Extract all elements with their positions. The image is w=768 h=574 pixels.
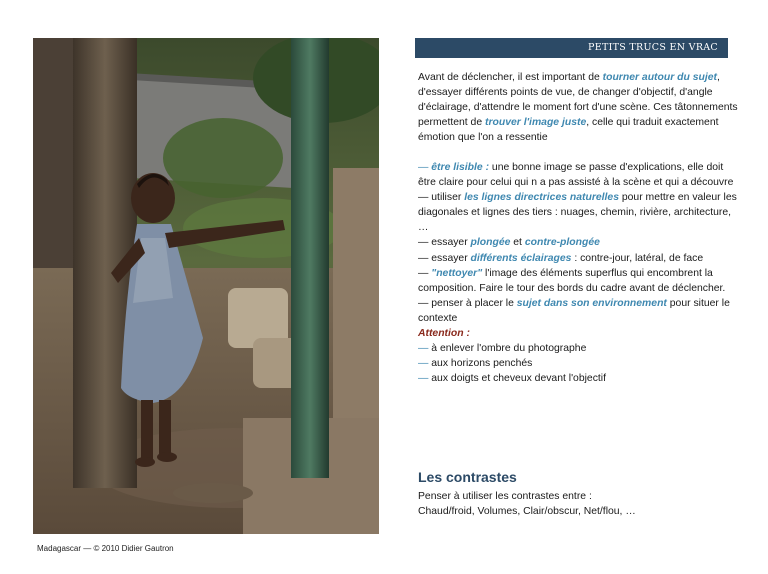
tip-highlight: contre-plongée bbox=[524, 237, 600, 249]
tip-text: : contre-jour, latéral, de face bbox=[571, 252, 704, 264]
tip-highlight: les lignes directrices naturelles bbox=[464, 192, 619, 204]
intro-text-3: , celle qui traduit exactement émotion que l'on a ressentie bbox=[418, 117, 719, 144]
tip-text: pour situer le contexte bbox=[418, 297, 730, 324]
tip-text: — essayer bbox=[418, 252, 471, 264]
attention-item bbox=[418, 341, 738, 356]
tip-text: l'image des éléments superflus qui encombrent la composition. Faire le tour des bords du cadre avant de déclencher. bbox=[418, 267, 726, 294]
attention-text: aux horizons penchés bbox=[431, 357, 533, 369]
contrasts-line-2: Chaud/froid, Volumes, Clair/obscur, Net/flou, … bbox=[418, 506, 636, 517]
contrasts-line-1: Penser à utiliser les contrastes entre : bbox=[418, 491, 592, 502]
tip-dash: — bbox=[418, 162, 432, 174]
tip-lighting bbox=[418, 251, 738, 266]
section-banner: PETITS TRUCS EN VRAC bbox=[415, 38, 728, 58]
attention-item bbox=[418, 356, 738, 371]
attention-dash: — bbox=[418, 342, 432, 354]
attention-item bbox=[418, 371, 738, 386]
tip-angles bbox=[418, 235, 738, 250]
tip-highlight: "nettoyer" bbox=[431, 267, 483, 279]
tip-text: et bbox=[510, 237, 525, 249]
attention-text: aux doigts et cheveux devant l'objectif bbox=[431, 372, 606, 384]
tip-text: — essayer bbox=[418, 237, 471, 249]
tip-text: — bbox=[418, 267, 432, 279]
intro-paragraph bbox=[418, 70, 738, 145]
tip-readable bbox=[418, 160, 738, 190]
tip-highlight: différents éclairages bbox=[470, 252, 572, 264]
tip-environment bbox=[418, 296, 738, 326]
intro-text-2: , d'essayer différents points de vue, de changer d'objectif, d'angle d'éclairage, d'attendre le moment fort d'une scène. Ces tâtonnements permettent de bbox=[418, 72, 738, 129]
tip-highlight: plongée bbox=[470, 237, 511, 249]
tip-lines bbox=[418, 190, 738, 235]
intro-highlight-2: trouver l'image juste bbox=[485, 117, 587, 129]
tip-text: — utiliser bbox=[418, 192, 465, 204]
tip-text: — penser à placer le bbox=[418, 297, 517, 309]
attention-title: Attention : bbox=[418, 327, 470, 339]
contrasts-body bbox=[418, 489, 636, 519]
contrasts-heading: Les contrastes bbox=[418, 469, 517, 485]
intro-highlight-1: tourner autour du sujet bbox=[602, 72, 717, 83]
child-photo-illustration bbox=[33, 38, 379, 534]
tip-text: une bonne image se passe d'explications, elle doit être claire pour celui qui n a pas assisté à la scène et qui a découvre bbox=[418, 162, 734, 189]
tip-text: pour mettre en valeur les diagonales et lignes des tiers : nuages, chemin, rivière, architecture, … bbox=[418, 192, 737, 234]
attention-text: à enlever l'ombre du photographe bbox=[431, 342, 587, 354]
photo bbox=[33, 38, 379, 534]
attention-dash: — bbox=[418, 372, 432, 384]
tip-highlight: sujet dans son environnement bbox=[516, 297, 667, 309]
tips-body bbox=[418, 70, 738, 386]
photo-caption: Madagascar — © 2010 Didier Gautron bbox=[37, 544, 174, 553]
attention-dash: — bbox=[418, 357, 432, 369]
tip-clean bbox=[418, 266, 738, 296]
intro-text-1: Avant de déclencher, il est important de bbox=[418, 72, 603, 83]
tip-highlight: être lisible : bbox=[431, 162, 490, 174]
